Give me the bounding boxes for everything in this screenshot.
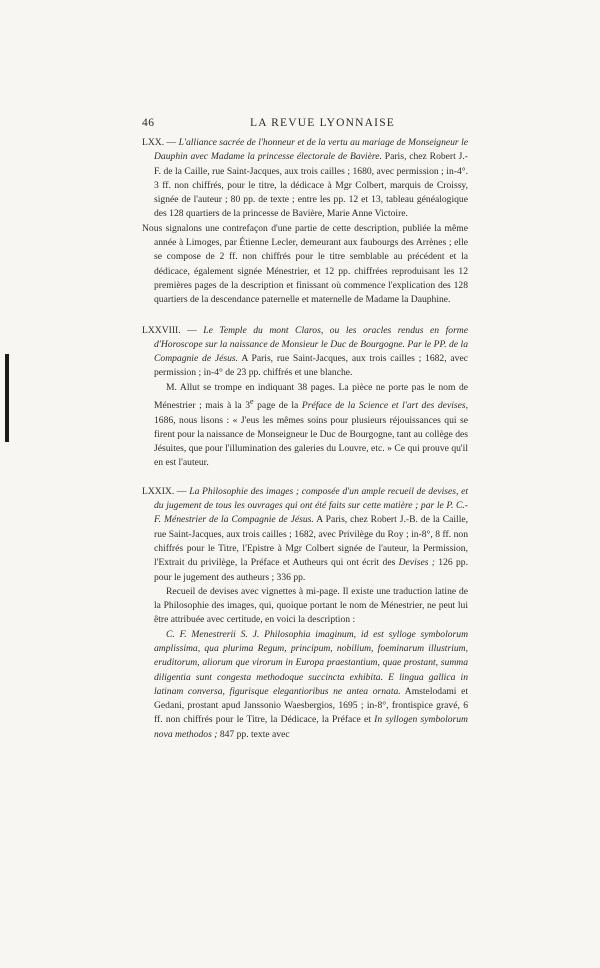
running-title: LA REVUE LYONNAISE xyxy=(250,117,396,129)
entry-imprint-italic: Devises ; xyxy=(398,557,435,569)
latin-imprint: 847 pp. texte avec xyxy=(217,728,290,740)
entry-title: L'alliance sacrée de l'honneur et de la vertu au mariage de Monseigneur le Dauphin avec Madame la princesse électorale de Bavière. xyxy=(154,137,469,163)
margin-bar xyxy=(5,354,9,442)
entry-number: LXXVIII. — xyxy=(142,324,197,336)
note-text: 1686, nous lisons : « J'eus les mêmes soins pour plusieurs réjouissances qui se firent pour la naissance de Monseigneur le Duc de Bourgogne, tant au collège des Jésuites, que pour l'illumination des galeries du Louvre, etc. » Ce qui prouve qu'il en est l'auteur. xyxy=(154,414,468,469)
latin-title: C. F. Menestrerii S. J. Philosophia imaginum, id est sylloge symbolorum amplissima, qua plurima Regum, principum, nobilium, foeminarum illustrium, eruditorum, aliorum que virorum in Europa praestantium, quae prostant, summa diligentia sunt congesta methodoque succincta exhibita. E lingua gallica in latinam conversa, figurisque elegantioribus ne antea ornata. xyxy=(154,628,468,697)
note-italic-title: Préface de la Science et l'art des devises, xyxy=(301,400,468,412)
entry-lxxix xyxy=(142,485,468,742)
entry-note: Recueil de devises avec vignettes à mi-page. Il existe une traduction latine de la Philosophie des images, qui, quoique portant le nom de Ménestrier, ne peut lui être attribuée avec certitude, en voici la description : xyxy=(154,585,468,626)
page-header xyxy=(142,117,468,135)
entry-lxx xyxy=(142,136,468,308)
entry-note: Nous signalons une contrefaçon d'une partie de cette description, publiée la même année à Limoges, par Étienne Lecler, demeurant aux faubourgs des Arrènes ; elle se compose de 2 ff. non chiffrés pour le titre semblable au précédent et la dédicace, également signée Ménestrier, et 12 pp. chiffrées reproduisant les 12 premières pages de la description et finissant où commence l'explication des 128 quartiers de la descendance paternelle et maternelle de Madame la Dauphine. xyxy=(142,222,468,306)
entry-imprint: Paris, chez Robert J.-F. de la Caille, rue Saint-Jacques, aux trois cailles ; 1680, avec permission ; in-4°. 3 ff. non chiffrés, pour le titre, la dédicace à Mgr Colbert, marquis de Croissy, signée de l'auteur ; 80 pp. de texte ; entre les pp. 12 et 13, tableau généalogique des 128 quartiers de la princesse de Bavière, Marie Anne Victoire. xyxy=(154,151,468,220)
latin-description xyxy=(142,628,468,742)
entry-lxxviii xyxy=(142,324,468,471)
note-text: M. Allut se trompe en indiquant 38 pages. La pièce ne porte pas le nom de Ménestrier ; mais à la 3 xyxy=(154,381,468,412)
spacer xyxy=(142,308,468,324)
entry-title: La Philosophie des images ; composée d'un ample recueil de devises, et du jugement de tous les ouvrages qui ont été faits sur cette matière ; par le P. C.-F. Ménestrier de la Compagnie de Jésus. xyxy=(154,485,469,526)
body-text xyxy=(142,136,468,742)
entry-citation xyxy=(142,136,468,222)
entry-imprint: 126 pp. pour le jugement des autheurs ; 336 pp. xyxy=(154,557,468,583)
entry-number: LXXIX. — xyxy=(142,485,187,497)
entry-title: Le Temple du mont Claros, ou les oracles rendus en forme d'Horoscope sur la naissance de Monsieur le Duc de Bourgogne. Par le PP. de la Compagnie de Jésus. xyxy=(154,324,468,365)
spacer xyxy=(142,471,468,485)
entry-citation xyxy=(142,485,468,585)
latin-imprint-italic: In syllogen symbolorum nova methodos ; xyxy=(154,714,468,740)
entry-citation xyxy=(142,324,468,381)
entry-imprint: A Paris, chez Robert J.-B. de la Caille, rue Saint-Jacques, aux trois cailles ; 1682, avec Privilège du Roy ; in-8°, 8 ff. non chiffrés pour le Titre, l'Epistre à Mgr Colbert signée de l'auteur, la Permission, l'Extrait du privilège, la Préface et Autheurs qui ont écrit des xyxy=(154,514,469,569)
note-superscript: e xyxy=(250,397,254,407)
entry-note xyxy=(142,381,468,471)
page-number: 46 xyxy=(142,117,155,129)
latin-imprint: Amstelodami et Gedani, prostant apud Janssonio Waesbergios, 1695 ; in-8°, frontispice gravé, 6 ff. non chiffrés pour le Titre, la Dédicace, la Préface et xyxy=(154,685,468,726)
entry-number: LXX. — xyxy=(142,137,177,148)
note-text: page de la xyxy=(253,400,302,412)
entry-imprint: A Paris, rue Saint-Jacques, aux trois cailles ; 1682, avec permission ; in-4° de 23 pp. chiffrés et une blanche. xyxy=(154,353,468,379)
